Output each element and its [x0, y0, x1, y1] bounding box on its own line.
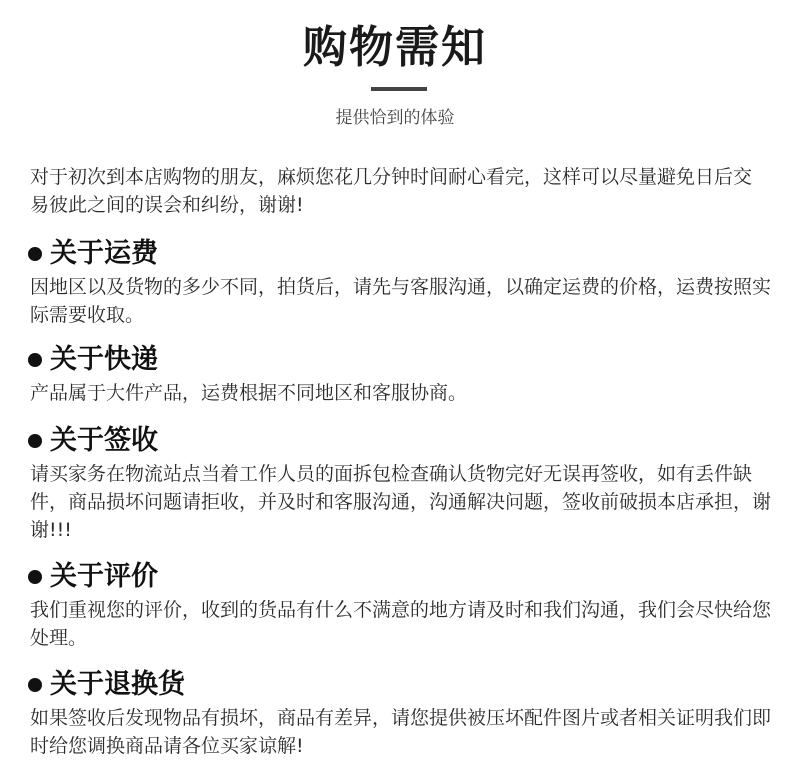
bullet-dot-icon [28, 247, 42, 261]
section-shipping-fee [28, 236, 773, 329]
section-heading [28, 667, 773, 703]
section-heading-text: 关于退换货 [50, 669, 185, 700]
section-return-exchange [28, 667, 773, 760]
bullet-dot-icon [28, 434, 42, 448]
intro-paragraph: 对于初次到本店购物的朋友，麻烦您花几分钟时间耐心看完，这样可以尽量避免日后交易彼此之间的误会和纠纷，谢谢! [30, 166, 753, 216]
section-body: 因地区以及货物的多少不同，拍货后，请先与客服沟通，以确定运费的价格，运费按照实际需要收取。 [30, 276, 772, 326]
bullet-dot-icon [28, 678, 42, 692]
page-title: 购物需知 [303, 22, 487, 73]
section-body: 产品属于大件产品，运费根据不同地区和客服协商。 [30, 382, 468, 404]
section-express [28, 342, 773, 407]
section-heading-text: 关于签收 [50, 425, 158, 456]
section-heading [28, 342, 773, 378]
title-divider [371, 87, 427, 91]
section-body: 如果签收后发现物品有损坏，商品有差异，请您提供被压坏配件图片或者相关证明我们即时给您调换商品请各位买家谅解! [30, 707, 772, 757]
section-review [28, 559, 773, 652]
section-heading [28, 559, 773, 595]
section-heading-text: 关于快递 [50, 344, 158, 375]
section-heading [28, 423, 773, 459]
bullet-dot-icon [28, 353, 42, 367]
page-subtitle: 提供恰到的体验 [335, 108, 455, 128]
section-receipt [28, 423, 773, 544]
section-body: 我们重视您的评价，收到的货品有什么不满意的地方请及时和我们沟通，我们会尽快给您处理。 [30, 599, 772, 649]
bullet-dot-icon [28, 570, 42, 584]
section-body: 请买家务在物流站点当着工作人员的面拆包检查确认货物完好无误再签收，如有丢件缺件，商品损坏问题请拒收，并及时和客服沟通，沟通解决问题，签收前破损本店承担，谢谢!!! [30, 463, 772, 541]
section-heading-text: 关于运费 [50, 238, 158, 269]
section-heading-text: 关于评价 [50, 561, 158, 592]
section-heading [28, 236, 773, 272]
